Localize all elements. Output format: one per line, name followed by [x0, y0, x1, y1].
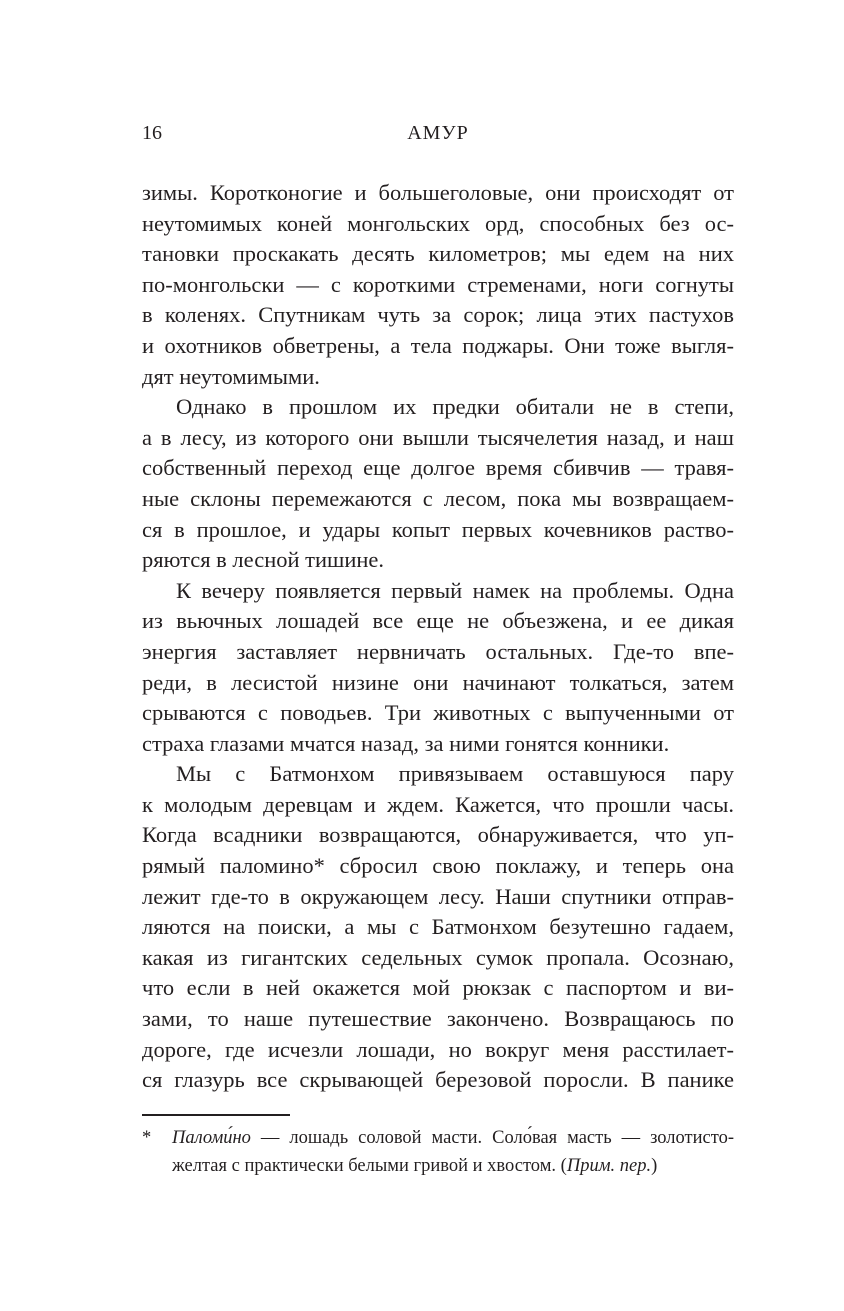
footnote-divider: [142, 1114, 290, 1116]
text-line: а в лесу, из которого они вышли тысячелетия назад, и наш: [142, 424, 734, 450]
text-line: ные склоны перемежаются с лесом, пока мы возвращаем-: [142, 485, 734, 511]
text-line: по-монгольски — с короткими стременами, ноги согнуты: [142, 271, 734, 297]
text-line: Однако в прошлом их предки обитали не в степи,: [176, 394, 734, 420]
footnote-term: Паломи́но: [172, 1128, 251, 1148]
footnote-line: [142, 1152, 734, 1180]
text-line: к молодым деревцам и ждем. Кажется, что прошли часы.: [142, 791, 734, 817]
text-line: что если в ней окажется мой рюкзак с паспортом и ви-: [142, 975, 734, 1001]
text-line: ся глазурь все скрывающей березовой поросли. В панике: [142, 1067, 734, 1093]
text-line: неутомимых коней монгольских орд, способных без ос-: [142, 210, 734, 236]
text-line: дороге, где исчезли лошади, но вокруг меня расстилает-: [142, 1036, 734, 1062]
footnote-line: [142, 1124, 734, 1152]
text-line: ряются в лесной тишине.: [142, 547, 385, 573]
footnote-text: — лошадь соловой масти. Соло́вая масть — золотисто-: [250, 1128, 734, 1148]
text-line: из вьючных лошадей все еще не объезжена, и ее дикая: [142, 608, 734, 634]
text-line: ляются на поиски, а мы с Батмонхом безутешно гадаем,: [142, 914, 734, 940]
text-line: дят неутомимыми.: [142, 363, 320, 389]
text-line: рямый паломино* сбросил свою поклажу, и теперь она: [142, 853, 734, 879]
page-number: 16: [142, 122, 162, 144]
text-line: Когда всадники возвращаются, обнаруживается, что уп-: [142, 822, 734, 848]
translator-note: Прим. пер.: [566, 1156, 652, 1176]
running-title: АМУР: [407, 122, 469, 144]
text-line: страха глазами мчатся назад, за ними гонятся конники.: [142, 730, 670, 756]
main-text: [142, 178, 734, 1096]
text-line: и охотников обветрены, а тела поджары. Они тоже выгля-: [142, 332, 734, 358]
text-line: срываются с поводьев. Три животных с выпученными от: [142, 700, 734, 726]
text-line: энергия заставляет нервничать остальных. Где-то впе-: [142, 638, 734, 664]
text-line: реди, в лесистой низине они начинают толкаться, затем: [142, 669, 734, 695]
text-line: Мы с Батмонхом привязываем оставшуюся пару: [176, 761, 734, 787]
footnote-text: желтая с практически белыми гривой и хвостом. (: [172, 1156, 567, 1176]
text-line: тановки проскакать десять километров; мы едем на них: [142, 241, 734, 267]
text-line: зами, то наше путешествие закончено. Возвращаюсь по: [142, 1006, 734, 1032]
text-line: в коленях. Спутникам чуть за сорок; лица этих пастухов: [142, 302, 734, 328]
text-line: собственный переход еще долгое время сбивчив — травя-: [142, 455, 734, 481]
text-line: лежит где-то в окружающем лесу. Наши спутники отправ-: [142, 883, 734, 909]
text-line: какая из гигантских седельных сумок пропала. Осознаю,: [142, 944, 734, 970]
footnote-marker: *: [142, 1128, 152, 1148]
footnote: [142, 1124, 734, 1180]
running-head: [142, 118, 734, 148]
text-line: ся в прошлое, и удары копыт первых кочевников раство-: [142, 516, 734, 542]
text-line: К вечеру появляется первый намек на проблемы. Одна: [176, 577, 734, 603]
text-line: зимы. Коротконогие и большеголовые, они происходят от: [142, 180, 734, 205]
footnote-close: ): [651, 1156, 658, 1176]
